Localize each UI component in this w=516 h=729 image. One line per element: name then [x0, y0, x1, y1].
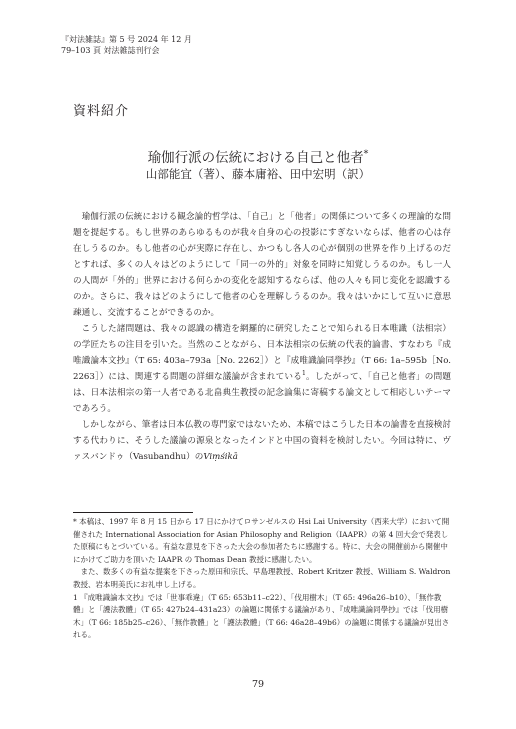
title-footnote-mark: * [363, 148, 369, 160]
article-body [73, 209, 451, 465]
footnote-divider [73, 512, 193, 513]
page-number: 79 [251, 679, 265, 690]
journal-header [61, 34, 192, 56]
footnotes [73, 516, 451, 642]
body-paragraph-3: しかしながら、筆者は日本仏教の専門家ではないため、本稿ではこうした日本の論書を直接検討する代わりに、そうした議論の源泉となったインドと中国の資料を検討したい。今回は特に、ヴァスバンドゥ（Vasubandhu）のViṃśikā [73, 420, 451, 462]
journal-citation: 『対法雑誌』第 5 号 2024 年 12 月 [61, 35, 192, 44]
journal-pages-publisher: 79–103 頁 対法雑誌刊行会 [61, 46, 160, 55]
footnote-ref-1: 1 [302, 370, 306, 378]
footnote-star: * 本稿は、1997 年 8 月 15 日から 17 日にかけてロサンゼルスの Hsi Lai University（西来大学）において開催された International Association for Asian Philosophy and Religion（IAAPR）の第 4 回大会で発表した原稿にもとづいている。有益な意見を下さった大会の参加者たちに感謝する。特に、大会の開催前から開催中にかけてご助力を頂いた IAAPR の Thomas Dean 教授に感謝したい。 [73, 517, 450, 564]
body-paragraph-2: こうした諸問題は、我々の認識の構造を網羅的に研究したことで知られる日本唯識（法相宗）の学匠たちの注目を引いた。当然のことながら、日本法相宗の伝統の代表的論書、すなわち『成唯識論本文抄』（T 65: 403a–793a［No. 2262］）と『成唯識論同學抄』（T 66: 1a–595b［No. 2263］）には、関連する問題の詳細な議論が含まれている$^1$。したがって、「自己と他者」の問題は、日本法相宗の第一人者である北畠典生教授の記念論集に寄稿する論文として相応しいテーマであろう。 [73, 324, 451, 414]
author-translators: 山部能宜（著）、藤本庸裕、田中宏明（訳） [145, 167, 371, 181]
footnote-thanks: また、数多くの有益な提案を下さった原田和宗氏、早島理教授、Robert Kritzer 教授、William S. Waldron 教授、岩本明美氏にお礼申し上げる。 [73, 567, 451, 589]
article-title [0, 146, 516, 166]
footnote-1: 1 『成唯識論本文抄』では「世事乖違」（T 65: 653b11–c22）、「伐用樹木」（T 65: 496a26–b10）、「無作教體」と「護法教體」（T 65: 427b24–431a23）の論題に関係する議論があり、『成唯識論同學抄』では「伐用樹木」（T 66: 185b25–c26）、「無作教體」と「護法教體」（T 66: 46a28–49b6）の論題に関係する議論が見出される。 [73, 592, 450, 640]
italic-term: Viṃśikā [203, 452, 238, 462]
section-label: 資料紹介 [73, 104, 130, 119]
body-paragraph-1: 瑜伽行派の伝統における観念論的哲学は、「自己」と「他者」の関係について多くの理論的な問題を提起する。もし世界のあらゆるものが我々自身の心の投影にすぎないならば、他者の心は存在しうるのか。もし他者の心が実際に存在し、かつもし各人の心が個別の世界を作り上げるのだとすれば、多くの人々はどのようにして「同一の外的」対象を同時に知覚しうるのか。もし一人の人間が「外的」世界における何らかの変化を認知するならば、他の人々も同じ変化を認識するのか。さらに、我々はどのようにして他者の心を理解しうるのか。我々はいかにして互いに意思疎通し、交流することができるのか。 [73, 212, 451, 318]
article-title-text: 瑜伽行派の伝統における自己と他者 [147, 150, 364, 166]
